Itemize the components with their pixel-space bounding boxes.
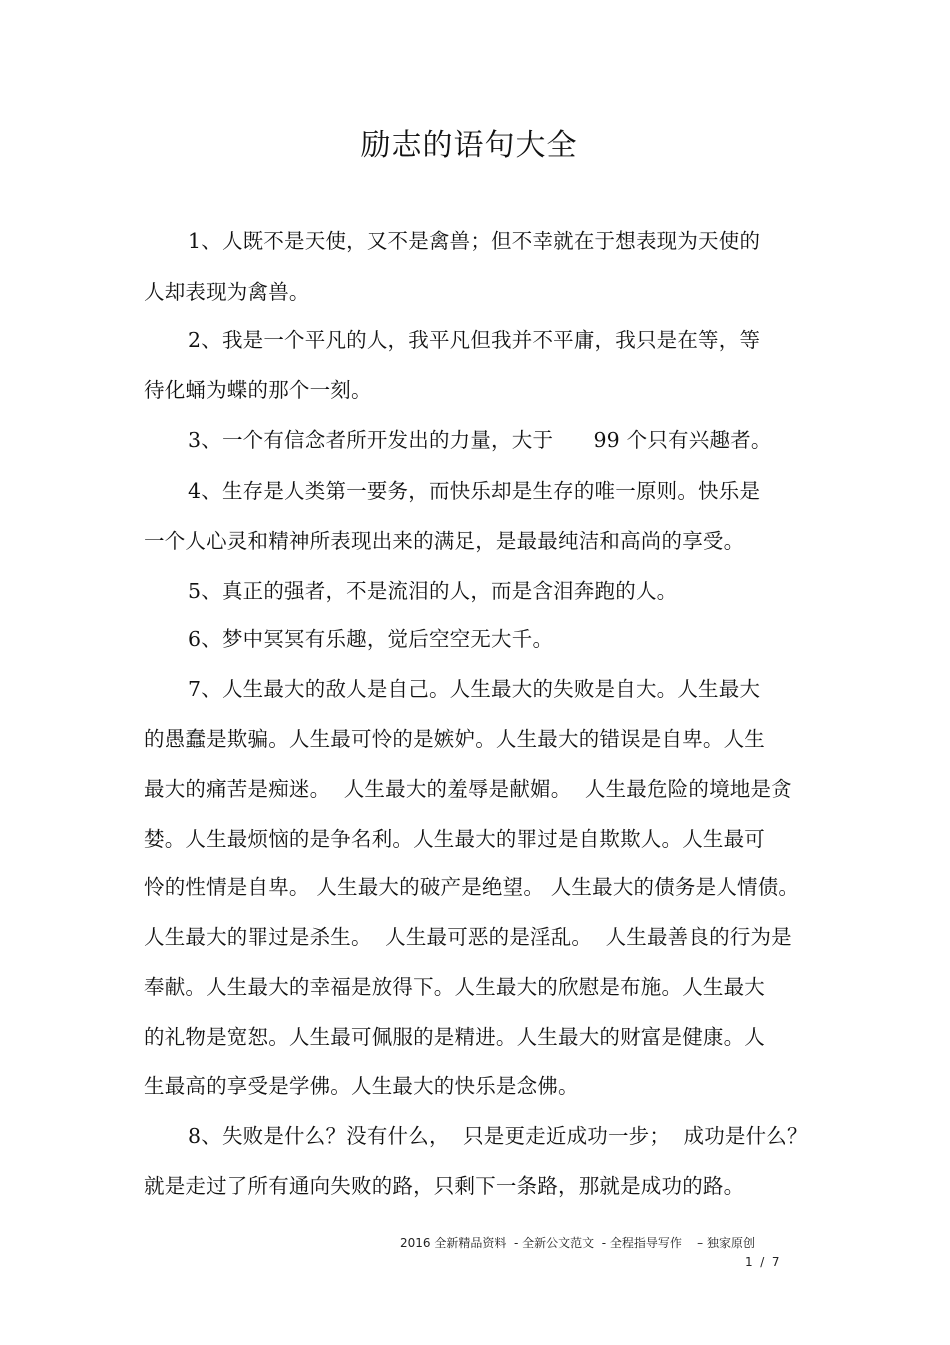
text-line-2: 人却表现为禽兽。 — [144, 280, 310, 304]
document-title: 励志的语句大全 — [360, 128, 578, 163]
footer-note: 2016 全新精品资料 - 全新公文范文 - 全程指导写作 – 独家原创 — [400, 1236, 755, 1250]
text-line-12: 最大的痛苦是痴迷。 人生最大的羞辱是献媚。 人生最危险的境地是贪 — [144, 777, 792, 801]
text-line-20: 就是走过了所有通向失败的路，只剩下一条路，那就是成功的路。 — [144, 1174, 745, 1198]
text-line-8: 5、真正的强者，不是流泪的人，而是含泪奔跑的人。 — [188, 579, 678, 603]
text-line-7: 一个人心灵和精神所表现出来的满足，是最最纯洁和高尚的享受。 — [144, 529, 745, 553]
text-line-15: 人生最大的罪过是杀生。 人生最可恶的是淫乱。 人生最善良的行为是 — [144, 925, 792, 949]
page-number: 1 / 7 — [745, 1255, 780, 1269]
text-line-14: 怜的性情是自卑。 人生最大的破产是绝望。 人生最大的债务是人情债。 — [144, 875, 800, 899]
text-line-17: 的礼物是宽恕。人生最可佩服的是精进。人生最大的财富是健康。人 — [144, 1025, 765, 1049]
text-line-19: 8、失败是什么？没有什么， 只是更走近成功一步； 成功是什么？ — [188, 1124, 808, 1148]
text-line-13: 婪。人生最烦恼的是争名利。人生最大的罪过是自欺欺人。人生最可 — [144, 827, 765, 851]
text-line-1: 1、人既不是天使，又不是禽兽；但不幸就在于想表现为天使的 — [188, 229, 761, 253]
text-line-10: 7、人生最大的敌人是自己。人生最大的失败是自大。人生最大 — [188, 677, 761, 701]
text-line-18: 生最高的享受是学佛。人生最大的快乐是念佛。 — [144, 1074, 579, 1098]
text-line-11: 的愚蠢是欺骗。人生最可怜的是嫉妒。人生最大的错误是自卑。人生 — [144, 727, 765, 751]
text-line-6: 4、生存是人类第一要务，而快乐却是生存的唯一原则。快乐是 — [188, 479, 761, 503]
text-line-3: 2、我是一个平凡的人，我平凡但我并不平庸，我只是在等，等 — [188, 328, 761, 352]
text-line-16: 奉献。人生最大的幸福是放得下。人生最大的欣慰是布施。人生最大 — [144, 975, 765, 999]
text-line-5: 3、一个有信念者所开发出的力量，大于 99 个只有兴趣者。 — [188, 428, 772, 452]
text-line-9: 6、梦中冥冥有乐趣，觉后空空无大千。 — [188, 627, 554, 651]
text-line-4: 待化蛹为蝶的那个一刻。 — [144, 378, 372, 402]
